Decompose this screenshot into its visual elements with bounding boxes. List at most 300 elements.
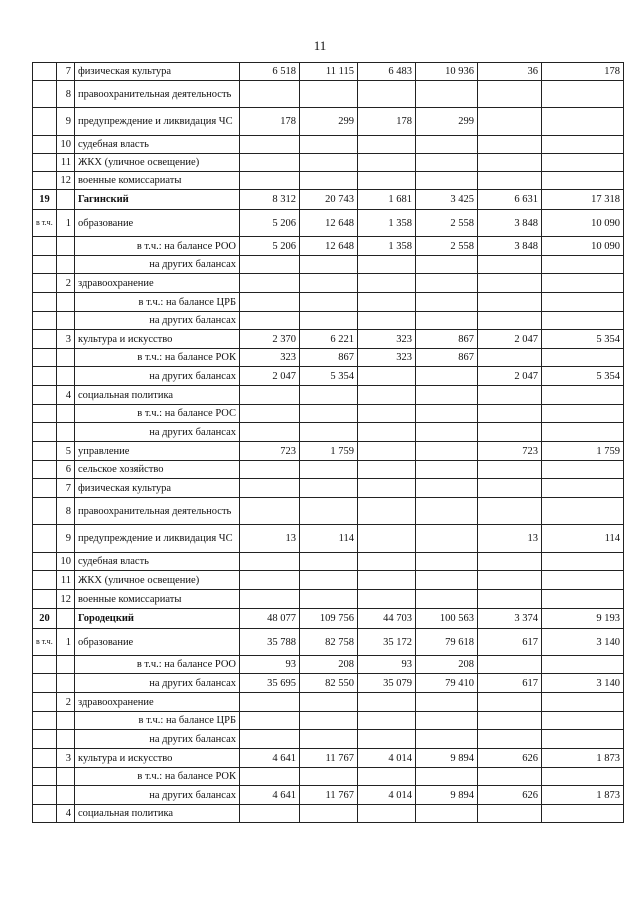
value-cell [300, 293, 358, 312]
district-number-cell [33, 63, 57, 81]
value-cell: 6 631 [478, 190, 542, 210]
value-cell [416, 461, 478, 479]
item-name-cell: образование [75, 210, 240, 237]
value-cell [358, 805, 416, 823]
value-cell: 79 618 [416, 629, 478, 656]
value-cell [416, 423, 478, 442]
value-cell: 208 [300, 656, 358, 674]
value-cell [416, 693, 478, 712]
value-cell: 35 172 [358, 629, 416, 656]
value-cell: 323 [358, 330, 416, 349]
item-name-cell: Гагинский [75, 190, 240, 210]
item-name-cell: в т.ч.: на балансе РОК [75, 768, 240, 786]
value-cell [416, 274, 478, 293]
value-cell [478, 805, 542, 823]
item-name-cell: на других балансах [75, 312, 240, 330]
item-name-cell: судебная власть [75, 553, 240, 571]
value-cell [542, 108, 624, 136]
value-cell [300, 498, 358, 525]
table-row [33, 442, 624, 461]
value-cell: 323 [358, 349, 416, 367]
value-cell [300, 274, 358, 293]
table-row [33, 786, 624, 805]
item-name-cell: здравоохранение [75, 274, 240, 293]
item-name-cell: в т.ч.: на балансе РОО [75, 237, 240, 256]
value-cell: 208 [416, 656, 478, 674]
district-number-cell [33, 154, 57, 172]
value-cell [416, 293, 478, 312]
value-cell [358, 730, 416, 749]
district-number-cell [33, 553, 57, 571]
value-cell [416, 386, 478, 405]
value-cell [542, 571, 624, 590]
item-number-cell: 11 [57, 571, 75, 590]
value-cell [478, 423, 542, 442]
value-cell: 1 759 [542, 442, 624, 461]
value-cell: 4 641 [240, 749, 300, 768]
table-row [33, 386, 624, 405]
table-row [33, 768, 624, 786]
table-row [33, 712, 624, 730]
value-cell: 1 759 [300, 442, 358, 461]
value-cell: 9 193 [542, 609, 624, 629]
item-name-cell: культура и искусство [75, 330, 240, 349]
value-cell [478, 461, 542, 479]
value-cell [358, 367, 416, 386]
value-cell: 3 425 [416, 190, 478, 210]
value-cell [478, 590, 542, 609]
value-cell [300, 81, 358, 108]
item-number-cell [57, 768, 75, 786]
item-name-cell: социальная политика [75, 386, 240, 405]
value-cell [478, 479, 542, 498]
value-cell [240, 730, 300, 749]
item-number-cell [57, 256, 75, 274]
value-cell: 12 648 [300, 210, 358, 237]
value-cell [240, 805, 300, 823]
value-cell: 178 [542, 63, 624, 81]
value-cell [478, 293, 542, 312]
value-cell: 13 [240, 525, 300, 553]
value-cell [478, 712, 542, 730]
value-cell: 1 358 [358, 210, 416, 237]
value-cell: 2 558 [416, 237, 478, 256]
value-cell: 178 [358, 108, 416, 136]
value-cell [358, 479, 416, 498]
district-number-cell [33, 590, 57, 609]
item-number-cell [57, 730, 75, 749]
table-row [33, 423, 624, 442]
value-cell [300, 730, 358, 749]
district-number-cell: 19 [33, 190, 57, 210]
value-cell [300, 805, 358, 823]
value-cell [478, 693, 542, 712]
value-cell: 20 743 [300, 190, 358, 210]
table-row [33, 210, 624, 237]
district-number-cell [33, 274, 57, 293]
district-row [33, 609, 624, 629]
value-cell [416, 712, 478, 730]
value-cell [542, 349, 624, 367]
value-cell [542, 553, 624, 571]
value-cell: 10 090 [542, 237, 624, 256]
value-cell [240, 712, 300, 730]
value-cell: 6 518 [240, 63, 300, 81]
district-number-cell [33, 525, 57, 553]
value-cell: 8 312 [240, 190, 300, 210]
table-row [33, 256, 624, 274]
value-cell [542, 154, 624, 172]
value-cell [300, 693, 358, 712]
value-cell: 4 014 [358, 786, 416, 805]
item-number-cell: 10 [57, 136, 75, 154]
value-cell: 5 354 [542, 330, 624, 349]
district-number-cell: в т.ч. [33, 210, 57, 237]
value-cell: 82 550 [300, 674, 358, 693]
table-row [33, 461, 624, 479]
item-name-cell: социальная политика [75, 805, 240, 823]
value-cell: 299 [416, 108, 478, 136]
item-number-cell [57, 423, 75, 442]
item-number-cell: 9 [57, 108, 75, 136]
value-cell [542, 423, 624, 442]
value-cell [358, 386, 416, 405]
value-cell [416, 154, 478, 172]
table-row [33, 749, 624, 768]
value-cell [240, 423, 300, 442]
value-cell: 1 358 [358, 237, 416, 256]
item-name-cell: культура и искусство [75, 749, 240, 768]
item-name-cell: на других балансах [75, 730, 240, 749]
value-cell [542, 386, 624, 405]
item-name-cell: на других балансах [75, 256, 240, 274]
value-cell: 9 894 [416, 749, 478, 768]
item-number-cell: 12 [57, 172, 75, 190]
value-cell: 10 090 [542, 210, 624, 237]
table-body [33, 63, 624, 823]
value-cell [358, 136, 416, 154]
item-name-cell: в т.ч.: на балансе РОО [75, 656, 240, 674]
item-name-cell: правоохранительная деятельность [75, 81, 240, 108]
value-cell [300, 172, 358, 190]
value-cell: 5 354 [542, 367, 624, 386]
value-cell [478, 386, 542, 405]
value-cell: 6 221 [300, 330, 358, 349]
table-row [33, 367, 624, 386]
district-number-cell [33, 256, 57, 274]
item-number-cell: 10 [57, 553, 75, 571]
value-cell [240, 312, 300, 330]
value-cell [358, 405, 416, 423]
value-cell: 6 483 [358, 63, 416, 81]
value-cell: 867 [300, 349, 358, 367]
table-row [33, 108, 624, 136]
value-cell [416, 442, 478, 461]
value-cell [542, 136, 624, 154]
table-row [33, 63, 624, 81]
item-name-cell: образование [75, 629, 240, 656]
value-cell: 114 [300, 525, 358, 553]
item-number-cell [57, 712, 75, 730]
value-cell [240, 154, 300, 172]
value-cell: 13 [478, 525, 542, 553]
value-cell [358, 172, 416, 190]
value-cell [542, 405, 624, 423]
item-name-cell: в т.ч.: на балансе ЦРБ [75, 293, 240, 312]
value-cell [240, 81, 300, 108]
value-cell: 93 [358, 656, 416, 674]
item-number-cell: 6 [57, 461, 75, 479]
item-name-cell: физическая культура [75, 63, 240, 81]
item-name-cell: в т.ч.: на балансе РОС [75, 405, 240, 423]
value-cell [416, 768, 478, 786]
value-cell [300, 590, 358, 609]
value-cell [240, 768, 300, 786]
table-row [33, 349, 624, 367]
item-number-cell: 12 [57, 590, 75, 609]
value-cell [358, 442, 416, 461]
table-row [33, 154, 624, 172]
value-cell [478, 571, 542, 590]
item-number-cell: 4 [57, 386, 75, 405]
table-row [33, 656, 624, 674]
value-cell [358, 693, 416, 712]
district-number-cell [33, 656, 57, 674]
table-row [33, 237, 624, 256]
item-number-cell [57, 190, 75, 210]
table-row [33, 805, 624, 823]
value-cell: 35 079 [358, 674, 416, 693]
value-cell: 626 [478, 749, 542, 768]
value-cell: 299 [300, 108, 358, 136]
value-cell [542, 256, 624, 274]
value-cell [542, 274, 624, 293]
value-cell: 36 [478, 63, 542, 81]
district-number-cell [33, 405, 57, 423]
value-cell [478, 154, 542, 172]
value-cell [416, 498, 478, 525]
item-name-cell: на других балансах [75, 786, 240, 805]
value-cell: 3 848 [478, 237, 542, 256]
table-row [33, 330, 624, 349]
district-number-cell [33, 293, 57, 312]
value-cell [478, 108, 542, 136]
value-cell [300, 479, 358, 498]
value-cell: 5 354 [300, 367, 358, 386]
value-cell [416, 405, 478, 423]
value-cell [478, 274, 542, 293]
value-cell: 9 894 [416, 786, 478, 805]
item-name-cell: ЖКХ (уличное освещение) [75, 154, 240, 172]
value-cell [300, 571, 358, 590]
value-cell [300, 386, 358, 405]
value-cell [240, 405, 300, 423]
value-cell: 82 758 [300, 629, 358, 656]
table-row [33, 293, 624, 312]
value-cell [416, 172, 478, 190]
value-cell [300, 461, 358, 479]
district-number-cell: в т.ч. [33, 629, 57, 656]
table-row [33, 629, 624, 656]
item-name-cell: в т.ч.: на балансе ЦРБ [75, 712, 240, 730]
value-cell [358, 461, 416, 479]
value-cell [358, 553, 416, 571]
value-cell [358, 590, 416, 609]
value-cell: 867 [416, 349, 478, 367]
value-cell [542, 805, 624, 823]
district-number-cell: 20 [33, 609, 57, 629]
district-number-cell [33, 768, 57, 786]
value-cell: 93 [240, 656, 300, 674]
item-number-cell [57, 674, 75, 693]
district-number-cell [33, 237, 57, 256]
value-cell [240, 498, 300, 525]
value-cell: 35 788 [240, 629, 300, 656]
value-cell: 3 374 [478, 609, 542, 629]
table-row [33, 81, 624, 108]
district-number-cell [33, 442, 57, 461]
value-cell [358, 525, 416, 553]
value-cell [300, 154, 358, 172]
table-row [33, 525, 624, 553]
value-cell [300, 256, 358, 274]
value-cell: 617 [478, 674, 542, 693]
item-number-cell: 4 [57, 805, 75, 823]
item-number-cell [57, 405, 75, 423]
value-cell [542, 461, 624, 479]
item-number-cell: 2 [57, 693, 75, 712]
value-cell: 4 641 [240, 786, 300, 805]
table-row [33, 730, 624, 749]
value-cell [240, 136, 300, 154]
district-number-cell [33, 81, 57, 108]
district-number-cell [33, 386, 57, 405]
district-number-cell [33, 479, 57, 498]
value-cell: 5 206 [240, 210, 300, 237]
value-cell [416, 590, 478, 609]
item-number-cell: 1 [57, 629, 75, 656]
value-cell: 1 873 [542, 786, 624, 805]
value-cell [416, 525, 478, 553]
value-cell [542, 656, 624, 674]
value-cell [240, 590, 300, 609]
value-cell [542, 479, 624, 498]
item-name-cell: правоохранительная деятельность [75, 498, 240, 525]
value-cell: 100 563 [416, 609, 478, 629]
value-cell: 114 [542, 525, 624, 553]
value-cell: 3 140 [542, 629, 624, 656]
value-cell: 617 [478, 629, 542, 656]
value-cell: 79 410 [416, 674, 478, 693]
item-name-cell: предупреждение и ликвидация ЧС [75, 108, 240, 136]
value-cell [358, 256, 416, 274]
value-cell [478, 768, 542, 786]
value-cell [240, 479, 300, 498]
value-cell: 11 767 [300, 749, 358, 768]
district-number-cell [33, 749, 57, 768]
item-name-cell: в т.ч.: на балансе РОК [75, 349, 240, 367]
page-number: 11 [313, 38, 327, 53]
value-cell: 323 [240, 349, 300, 367]
table-row [33, 590, 624, 609]
value-cell [542, 293, 624, 312]
district-number-cell [33, 693, 57, 712]
item-name-cell: на других балансах [75, 423, 240, 442]
table-row [33, 172, 624, 190]
table-row [33, 274, 624, 293]
value-cell: 12 648 [300, 237, 358, 256]
value-cell [542, 81, 624, 108]
value-cell: 44 703 [358, 609, 416, 629]
value-cell [478, 172, 542, 190]
value-cell [358, 768, 416, 786]
value-cell [478, 349, 542, 367]
value-cell [416, 730, 478, 749]
item-number-cell: 11 [57, 154, 75, 172]
item-number-cell: 5 [57, 442, 75, 461]
value-cell: 626 [478, 786, 542, 805]
table-row [33, 312, 624, 330]
value-cell [240, 693, 300, 712]
value-cell [542, 590, 624, 609]
district-number-cell [33, 674, 57, 693]
value-cell [300, 312, 358, 330]
item-name-cell: военные комиссариаты [75, 590, 240, 609]
value-cell: 178 [240, 108, 300, 136]
district-number-cell [33, 330, 57, 349]
value-cell: 1 681 [358, 190, 416, 210]
item-name-cell: физическая культура [75, 479, 240, 498]
table-row [33, 136, 624, 154]
value-cell [478, 312, 542, 330]
value-cell: 35 695 [240, 674, 300, 693]
item-number-cell: 8 [57, 498, 75, 525]
item-name-cell: предупреждение и ликвидация ЧС [75, 525, 240, 553]
value-cell: 3 140 [542, 674, 624, 693]
value-cell: 17 318 [542, 190, 624, 210]
value-cell [358, 423, 416, 442]
value-cell [240, 274, 300, 293]
value-cell [240, 256, 300, 274]
value-cell [478, 730, 542, 749]
value-cell [542, 312, 624, 330]
district-number-cell [33, 136, 57, 154]
value-cell: 723 [240, 442, 300, 461]
value-cell [300, 423, 358, 442]
item-number-cell [57, 237, 75, 256]
value-cell: 11 767 [300, 786, 358, 805]
item-number-cell: 3 [57, 330, 75, 349]
item-number-cell [57, 349, 75, 367]
value-cell [300, 405, 358, 423]
item-name-cell: ЖКХ (уличное освещение) [75, 571, 240, 590]
district-number-cell [33, 498, 57, 525]
value-cell [300, 712, 358, 730]
value-cell: 2 558 [416, 210, 478, 237]
district-number-cell [33, 805, 57, 823]
district-number-cell [33, 367, 57, 386]
value-cell [542, 172, 624, 190]
value-cell [542, 768, 624, 786]
table-row [33, 693, 624, 712]
district-number-cell [33, 312, 57, 330]
value-cell: 48 077 [240, 609, 300, 629]
item-number-cell [57, 656, 75, 674]
value-cell [416, 571, 478, 590]
table-row [33, 571, 624, 590]
item-number-cell: 1 [57, 210, 75, 237]
table-row [33, 553, 624, 571]
